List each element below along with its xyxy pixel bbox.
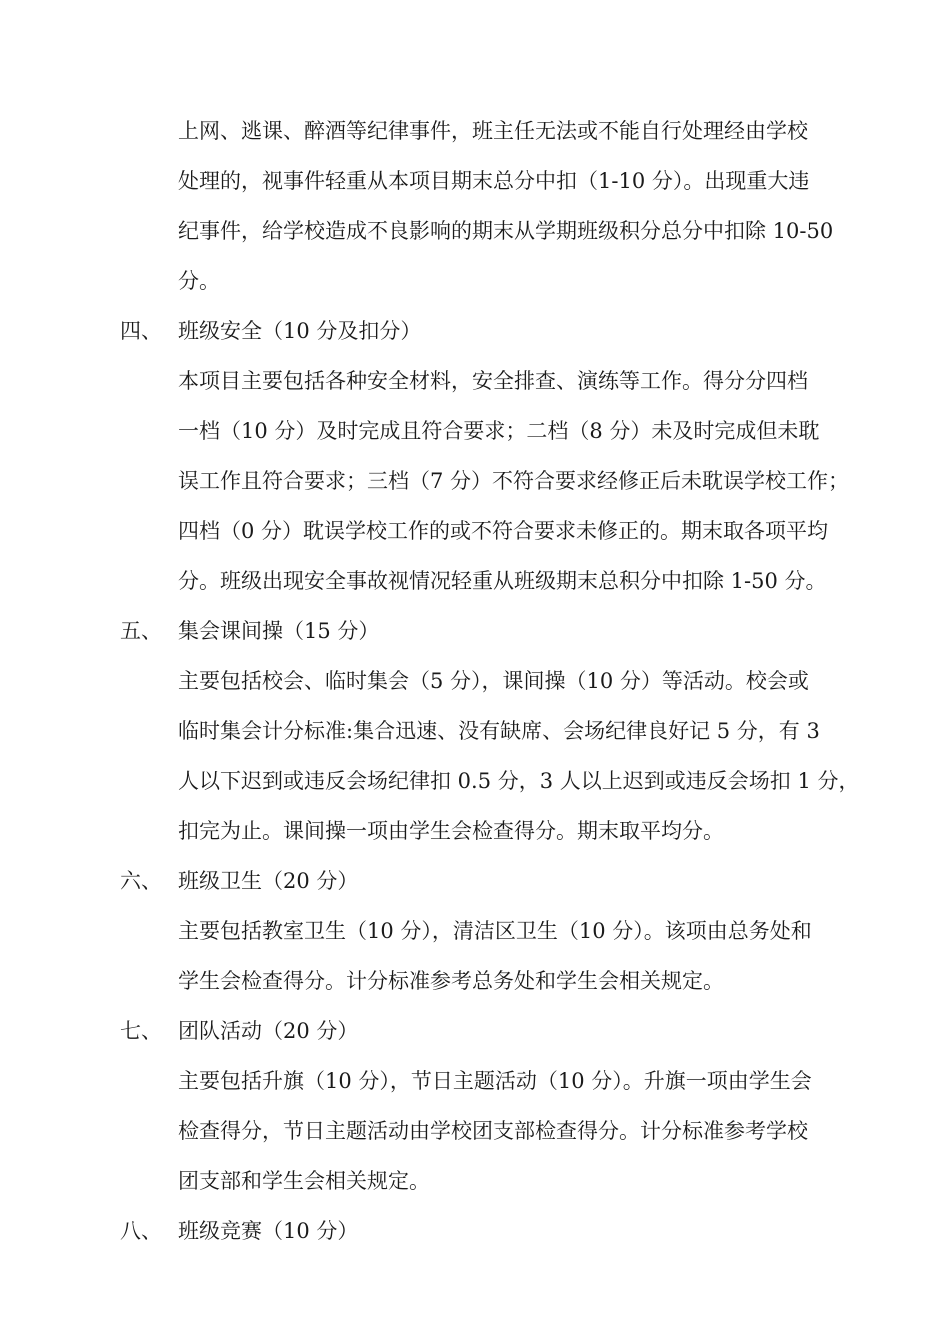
paragraph-line: 上网、逃课、醉酒等纪律事件，班主任无法或不能自行处理经由学校 [178, 119, 808, 143]
section-heading [120, 867, 358, 895]
section-heading [120, 1017, 358, 1045]
section-heading [120, 1217, 358, 1245]
paragraph-line: 检查得分，节日主题活动由学校团支部检查得分。计分标准参考学校 [178, 1119, 808, 1143]
section-number: 八、 [120, 1219, 162, 1243]
paragraph-line: 临时集会计分标准:集合迅速、没有缺席、会场纪律良好记 5 分，有 3 [178, 719, 820, 743]
section-title: 班级安全（10 分及扣分） [178, 319, 422, 343]
paragraph-line: 主要包括教室卫生（10 分），清洁区卫生（10 分）。该项由总务处和 [178, 919, 812, 943]
paragraph-line: 分。班级出现安全事故视情况轻重从班级期末总积分中扣除 1-50 分。 [178, 569, 827, 593]
section-number: 六、 [120, 869, 162, 893]
paragraph-line: 分。 [178, 269, 220, 293]
section-title: 集会课间操（15 分） [178, 619, 380, 643]
paragraph-line: 本项目主要包括各种安全材料，安全排查、演练等工作。得分分四档 [178, 369, 808, 393]
paragraph-line: 处理的，视事件轻重从本项目期末总分中扣（1-10 分）。出现重大违 [178, 169, 810, 193]
paragraph-line: 误工作且符合要求；三档（7 分）不符合要求经修正后未耽误学校工作； [178, 469, 850, 493]
paragraph-line: 扣完为止。课间操一项由学生会检查得分。期末取平均分。 [178, 819, 724, 843]
paragraph-line: 主要包括校会、临时集会（5 分），课间操（10 分）等活动。校会或 [178, 669, 809, 693]
paragraph-line: 主要包括升旗（10 分），节日主题活动（10 分）。升旗一项由学生会 [178, 1069, 812, 1093]
section-title: 班级竞赛（10 分） [178, 1219, 359, 1243]
section-heading [120, 317, 421, 345]
section-title: 团队活动（20 分） [178, 1019, 359, 1043]
paragraph-line: 团支部和学生会相关规定。 [178, 1169, 430, 1193]
paragraph-line: 人以下迟到或违反会场纪律扣 0.5 分，3 人以上迟到或违反会场扣 1 分， [178, 769, 860, 793]
paragraph-line: 纪事件，给学校造成不良影响的期末从学期班级积分总分中扣除 10-50 [178, 219, 834, 243]
section-title: 班级卫生（20 分） [178, 869, 359, 893]
paragraph-line: 学生会检查得分。计分标准参考总务处和学生会相关规定。 [178, 969, 724, 993]
section-number: 五、 [120, 619, 162, 643]
section-number: 七、 [120, 1019, 162, 1043]
paragraph-line: 四档（0 分）耽误学校工作的或不符合要求未修正的。期末取各项平均 [178, 519, 829, 543]
paragraph-line: 一档（10 分）及时完成且符合要求；二档（8 分）未及时完成但未耽 [178, 419, 820, 443]
section-number: 四、 [120, 319, 162, 343]
section-heading [120, 617, 379, 645]
